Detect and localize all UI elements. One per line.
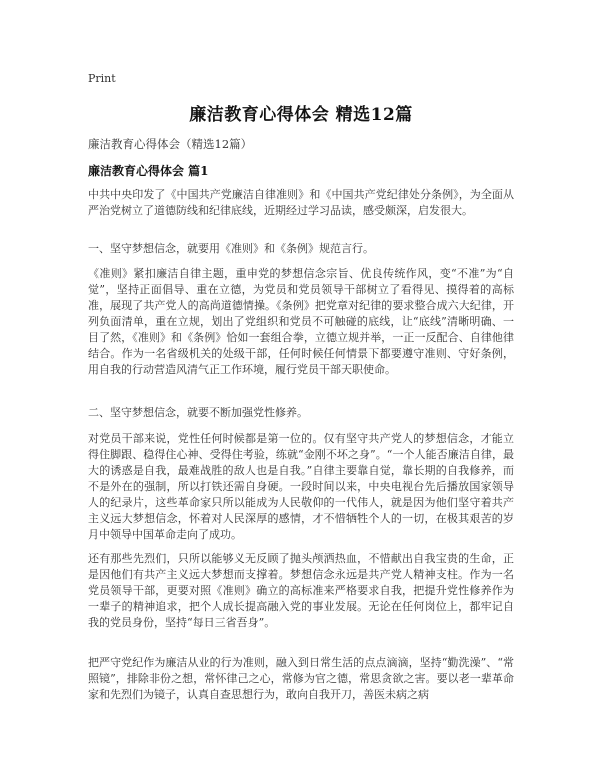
- document-title: 廉洁教育心得体会 精选12篇: [189, 105, 413, 125]
- print-link[interactable]: Print: [88, 72, 116, 85]
- paragraph-martyrs: 还有那些先烈们，只所以能够义无反顾了抛头颅洒热血，不惜献出自我宝贵的生命，正是因他们有共产主义远大梦想而支撑着。梦想信念永远是共产党人精神支柱。作为一名党员领导干部，更要对照《准则》确立的高标准来严格要求自我，把提升党性修养作为一辈子的精神追求，把个人成长提高融入党的事业发展。无论在任何岗位上，都牢记自我的党员身份，坚持“每日三省吾身”。: [88, 552, 514, 629]
- section-heading: 廉洁教育心得体会 篇1: [88, 164, 209, 178]
- paragraph-heading-two: 二、坚守梦想信念，就要不断加强党性修养。: [88, 406, 308, 419]
- document-subtitle: 廉洁教育心得体会（精选12篇）: [88, 137, 253, 151]
- paragraph-heading-one: 一、坚守梦想信念，就要用《准则》和《条例》规范言行。: [88, 242, 374, 255]
- paragraph-intro: 中共中央印发了《中国共产党廉洁自律准则》和《中国共产党纪律处分条例》，为全面从严治党树立了道德防线和纪律底线，近期经过学习品读，感受颇深，启发很大。: [88, 188, 514, 217]
- paragraph-discipline: 把严守党纪作为廉洁从业的行为准则，融入到日常生活的点点滴滴，坚持“勤洗澡”、“常照镜”，排除非份之想，常怀律己之心，常修为官之德，常思贪欲之害。要以老一辈革命家和先烈们为镜子，认真自查思想行为，敢向自我开刀，善医未病之病: [88, 656, 514, 701]
- paragraph-rules: 《准则》紧扣廉洁自律主题，重申党的梦想信念宗旨、优良传统作风，变“不准”为“自觉”，坚持正面倡导、重在立德，为党员和党员领导干部树立了看得见、摸得着的高标准，展现了共产党人的高尚道德情操。《条例》把党章对纪律的要求整合成六大纪律，开列负面清单，重在立规，划出了党组织和党员不可触碰的底线，让“底线”清晰明确、一目了然，《准则》和《条例》恰如一套组合拳，立德立规并举，一正一反配合、自律他律结合。作为一名省级机关的处级干部，任何时候任何情景下都要遵守准则、守好条例，用自我的行动营造风清气正工作环境，履行党员干部天职使命。: [88, 267, 514, 376]
- paragraph-party-spirit: 对党员干部来说，党性任何时候都是第一位的。仅有坚守共产党人的梦想信念，才能立得住脚跟、稳得住心神、受得住考验，练就“金刚不坏之身”。“一个人能否廉洁自律，最大的诱惑是自我，最难战胜的敌人也是自我。”自律主要靠自觉，靠长期的自我修养，而不是外在的强制，所以打铁还需自身硬。一段时间以来，中央电视台先后播放国家领导人的纪录片，这些革命家只所以能成为人民敬仰的一代伟人，就是因为他们坚守着共产主义远大梦想信念，怀着对人民深厚的感情，才不惜牺牲个人的一切，在极其艰苦的岁月中领导中国革命走向了成功。: [88, 432, 514, 541]
